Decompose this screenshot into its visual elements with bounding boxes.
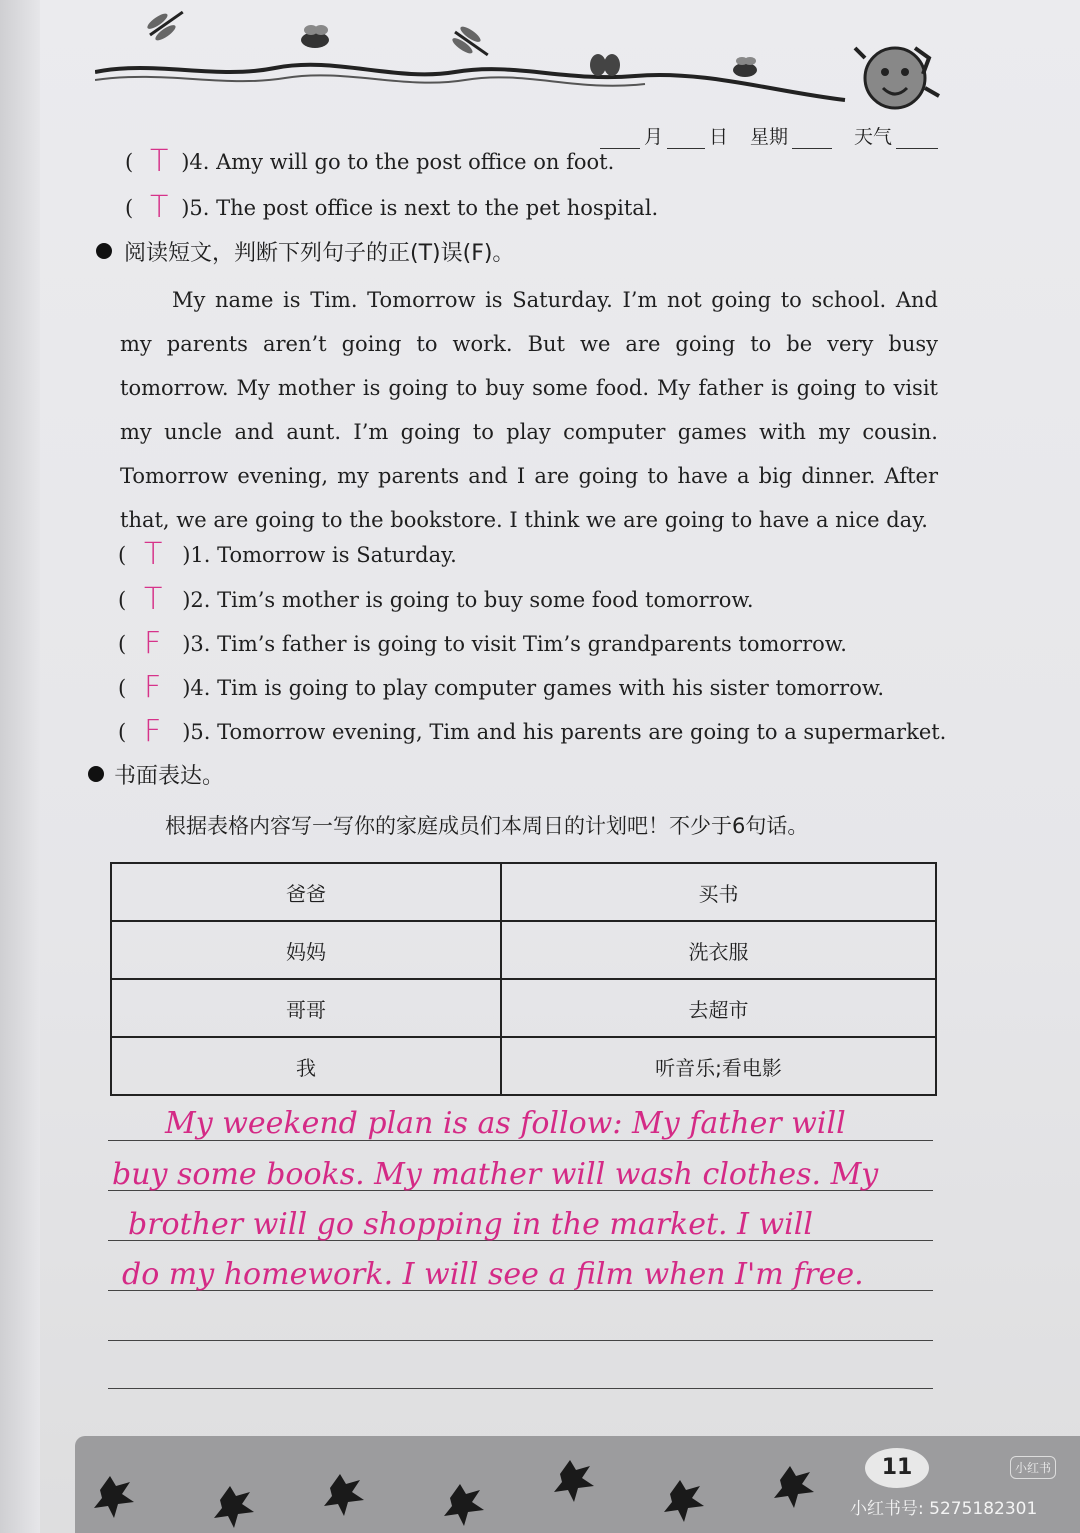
reading-item-text: )5. Tomorrow evening, Tim and his parents are going to a supermarket. [182,720,947,744]
family-plan-table [110,862,937,1096]
weather-label: 天气 [854,126,893,148]
header-decoration [95,10,955,120]
table-row [111,863,936,921]
dragonfly-icon [449,23,494,64]
handwritten-line: buy some books. My mather will wash clothes. My [112,1157,879,1192]
bee-icon [301,25,329,48]
reading-item-5: ( )5. Tomorrow evening, Tim and his parents are going to a supermarket. [118,720,947,744]
reading-item-text: )4. Tim is going to play computer games with his sister tomorrow. [182,676,885,700]
day-blank[interactable] [667,126,705,149]
reading-item-text: )2. Tim’s mother is going to buy some food tomorrow. [182,588,754,612]
handwritten-answer: T [150,190,169,225]
section-bullet [96,243,112,259]
reading-heading: 阅读短文，判断下列句子的正(T)误(F)。 [124,241,515,266]
reading-passage-text: My name is Tim. Tomorrow is Saturday. I’m not going to school. And my parents aren’t going to work. But we are going to be very busy tomorrow. My mother is going to buy some food. My father is going to visit my uncle and aunt. I’m going to play computer games with my cousin. Tomorrow evening, my parents and I are going to have a big dinner. After that, we are going to the bookstore. I think we are going to have a nice day. [120,288,938,532]
reading-item-3: ( )3. Tim’s father is going to visit Tim’s grandparents tomorrow. [118,632,847,656]
table-row [111,921,936,979]
handwritten-line: brother will go shopping in the market. I will [128,1207,813,1242]
app-logo-stamp: 小红书 [1010,1456,1056,1479]
handwritten-answer: F [144,714,162,749]
prev-item-5: ( )5. The post office is next to the pet hospital. [125,196,659,220]
handwritten-line: do my homework. I will see a film when I'm free. [122,1257,864,1292]
table-cell-member: 我 [111,1037,501,1095]
table-cell-plan: 洗衣服 [501,921,936,979]
table-cell-plan: 买书 [501,863,936,921]
writing-heading: 书面表达。 [114,764,225,789]
reading-item-4: ( )4. Tim is going to play computer games with his sister tomorrow. [118,676,885,700]
month-label: 月 [644,126,664,148]
weather-blank[interactable] [896,126,938,149]
reading-passage [120,278,938,542]
leaf-pattern-decoration [80,1450,860,1530]
handwritten-answer: T [144,582,163,617]
handwritten-answer: T [144,537,163,572]
butterfly-icon [590,54,620,76]
dragonfly-icon [144,10,189,44]
sun-face-icon [855,48,939,108]
page-number: 11 [865,1448,929,1488]
table-cell-plan: 去超市 [501,979,936,1037]
table-cell-member: 爸爸 [111,863,501,921]
handwritten-answer: T [150,144,169,179]
writing-line[interactable] [108,1388,933,1389]
prev-item-text: )4. Amy will go to the post office on foot. [181,150,615,174]
watermark: 小红书号: 5275182301 [850,1499,1038,1519]
prev-item-text: )5. The post office is next to the pet hospital. [181,196,659,220]
date-weather-line [600,122,945,149]
weekday-label: 星期 [750,126,789,148]
prev-item-4: ( )4. Amy will go to the post office on foot. [125,150,615,174]
month-blank[interactable] [600,126,640,149]
handwritten-line: My weekend plan is as follow: My father will [165,1106,846,1141]
weekday-blank[interactable] [792,126,832,149]
handwritten-answer: F [144,626,162,661]
day-label: 日 [709,126,729,148]
writing-instruction: 根据表格内容写一写你的家庭成员们本周日的计划吧！不少于6句话。 [165,814,809,838]
bee-icon [733,57,757,77]
reading-item-text: )1. Tomorrow is Saturday. [182,543,457,567]
table-row [111,1037,936,1095]
writing-line[interactable] [108,1340,933,1341]
table-cell-member: 妈妈 [111,921,501,979]
table-cell-plan: 听音乐;看电影 [501,1037,936,1095]
table-cell-member: 哥哥 [111,979,501,1037]
reading-item-text: )3. Tim’s father is going to visit Tim’s grandparents tomorrow. [182,632,847,656]
reading-item-1: ( )1. Tomorrow is Saturday. [118,543,457,567]
reading-item-2: ( )2. Tim’s mother is going to buy some food tomorrow. [118,588,754,612]
page-spine-shadow [0,0,40,1533]
handwritten-answer: F [144,670,162,705]
section-bullet [88,766,104,782]
table-row [111,979,936,1037]
